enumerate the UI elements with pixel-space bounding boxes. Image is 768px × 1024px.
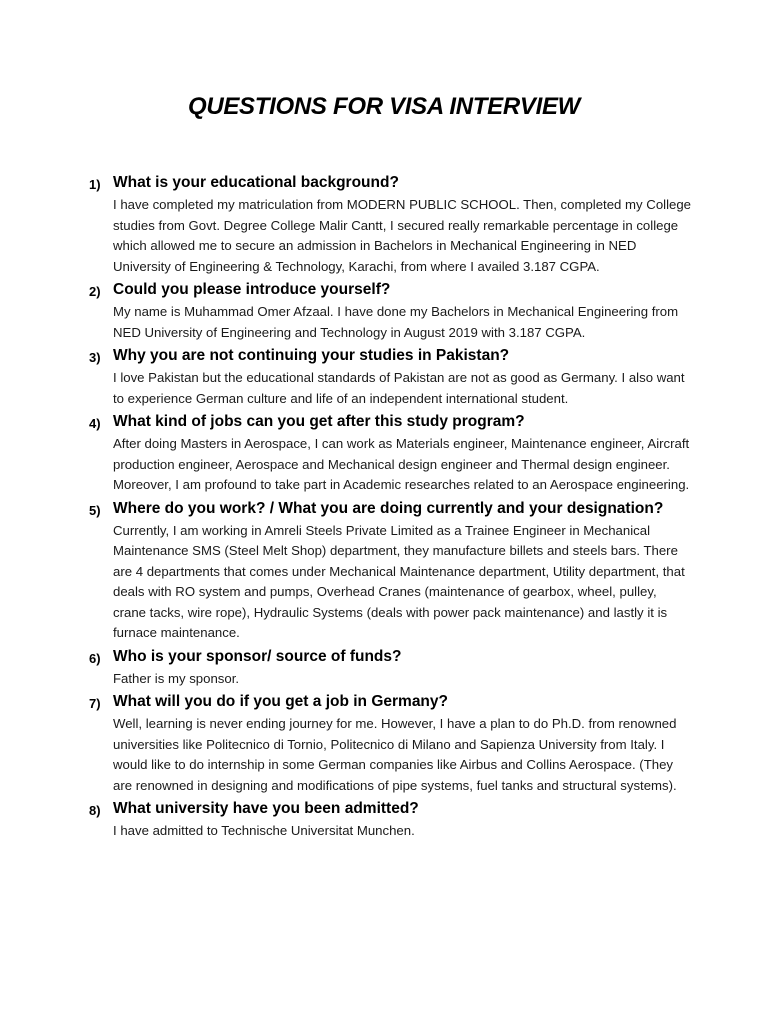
answer-text: My name is Muhammad Omer Afzaal. I have done my Bachelors in Mechanical Engineering from NED University of Engineering and Technology in August 2019 with 3.187 CGPA.	[113, 304, 679, 340]
answer-text: Father is my sponsor.	[113, 670, 240, 686]
page-title: QUESTIONS FOR VISA INTERVIEW	[187, 93, 581, 120]
question-number: 8)	[89, 803, 101, 818]
question-text: What kind of jobs can you get after this study program?	[113, 413, 525, 430]
question-number: 1)	[89, 177, 101, 192]
question-item	[0, 410, 768, 496]
answer-text: I love Pakistan but the educational standards of Pakistan are not as good as Germany. I also want to experience German culture and life of an independent international student.	[113, 370, 685, 406]
question-text: Where do you work? / What you are doing currently and your designation?	[113, 499, 664, 517]
question-text: What is your educational background?	[113, 174, 399, 191]
question-text: Why you are not continuing your studies in Pakistan?	[113, 347, 510, 364]
question-number: 5)	[89, 502, 101, 518]
question-number: 6)	[89, 650, 101, 666]
answer-text: I have completed my matriculation from MODERN PUBLIC SCHOOL. Then, completed my College studies from Govt. Degree College Malir Cantt, I secured really remarkable percentage in college which allowed me to secure an admission in Bachelors in Mechanical Engineering in NED University of Engineering & Technology, Karachi, from where I availed 3.187 CGPA.	[113, 197, 692, 274]
question-text: Who is your sponsor/ source of funds?	[113, 647, 402, 665]
question-list	[0, 171, 768, 843]
question-number: 3)	[89, 350, 101, 365]
question-item	[0, 645, 768, 690]
answer-text: Well, learning is never ending journey for me. However, I have a plan to do Ph.D. from renowned universities like Politecnico di Tornio, Politecnico di Milano and Sapienza University from Italy. I would like to do internship in some German companies like Airbus and Collins Aerospace. (They are renowned in designing and modifications of pipe systems, fuel tanks and structural systems).	[113, 716, 677, 793]
question-item	[0, 797, 768, 842]
question-number: 2)	[89, 284, 101, 299]
answer-text: Currently, I am working in Amreli Steels Private Limited as a Trainee Engineer in Mechanical Maintenance SMS (Steel Melt Shop) department, they manufacture billets and steels bars. There are 4 departments that comes under Mechanical Maintenance department, Utility department, that deals with RO system and pumps, Overhead Cranes (maintenance of gearbox, wheel, pulley, crane tacks, wire rope), Hydraulic Systems (deals with power pack maintenance) and lastly it is furnace maintenance.	[113, 522, 685, 640]
answer-text: After doing Masters in Aerospace, I can work as Materials engineer, Maintenance engineer, Aircraft production engineer, Aerospace and Mechanical design engineer and Thermal design engineer. Moreover, I am profound to take part in Academic researches related to an Aerospace engineering.	[113, 436, 690, 492]
question-item	[0, 171, 768, 277]
question-text: What will you do if you get a job in Germany?	[113, 693, 448, 710]
question-number: 4)	[89, 416, 101, 431]
question-text: What university have you been admitted?	[113, 800, 419, 817]
question-number: 7)	[89, 696, 101, 711]
question-item	[0, 344, 768, 409]
question-item	[0, 278, 768, 343]
answer-text: I have admitted to Technische Universitat Munchen.	[113, 823, 415, 838]
question-item	[0, 690, 768, 796]
question-item	[0, 497, 768, 644]
question-text: Could you please introduce yourself?	[113, 281, 391, 298]
